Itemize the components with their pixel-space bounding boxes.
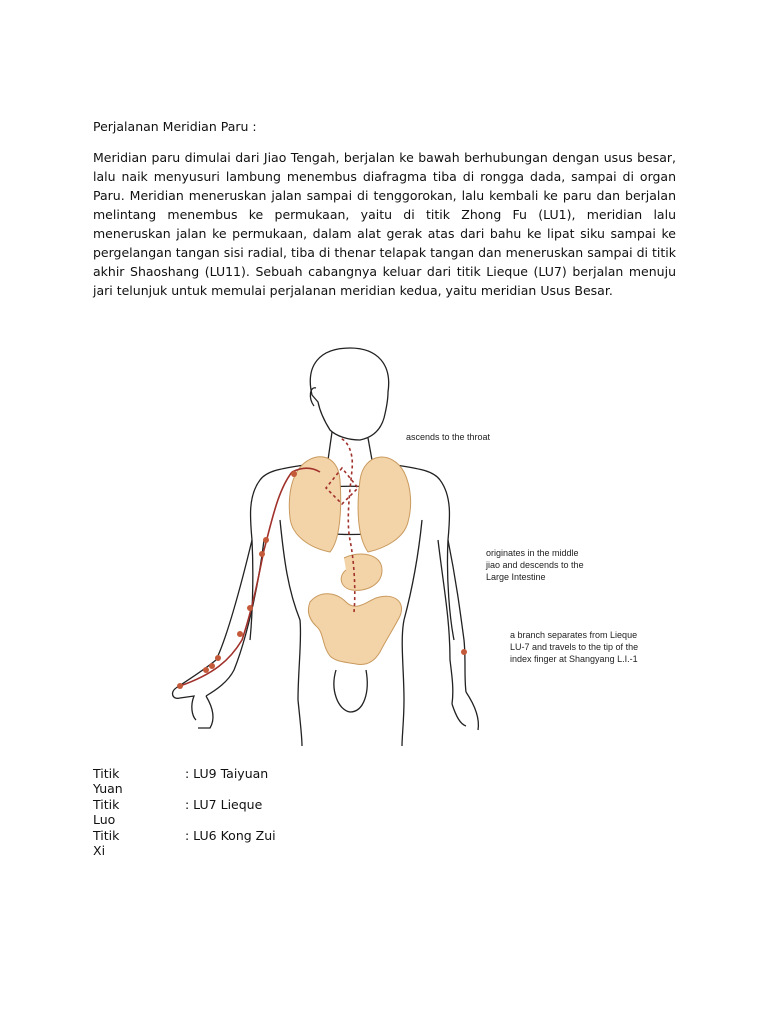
label-ascends-throat: ascends to the throat (406, 432, 491, 442)
body-diagram-svg (160, 340, 660, 750)
meridian-description-paragraph: Meridian paru dimulai dari Jiao Tengah, berjalan ke bawah berhubungan dengan usus besar, lalu naik menyusuri lambung menembus diafragma tiba di rongga dada, sampai di organ Paru. Meridian meneruskan jalan sampai di tenggorokan, lalu kembali ke paru dan berjalan melintang menembus ke permukaan, yaitu di titik Zhong Fu (LU1), meridian lalu meneruskan jalan ke permukaan, dalam alat gerak atas dari bahu ke lipat siku sampai ke pergelangan tangan sisi radial, tiba di thenar telapak tangan dan meneruskan sampai di titik akhir Shaoshang (LU11). Sebuah cabangnya keluar dari titik Lieque (LU7) berjalan menuju jari telunjuk untuk memulai perjalanan meridian kedua, yaitu meridian Usus Besar. (93, 150, 676, 298)
point-name: Titik Luo (93, 797, 120, 827)
label-branch-line-2: LU-7 and travels to the tip of the (510, 642, 639, 652)
label-origin-line-1: originates in the middle (486, 548, 579, 558)
point-value: : LU6 Kong Zui (185, 828, 276, 843)
label-origin-line-3: Large Intestine (486, 572, 546, 582)
label-branch-line-1: a branch separates from Lieque (510, 630, 638, 640)
label-branch-line-3: index finger at Shangyang L.I.-1 (510, 654, 638, 664)
label-origin-line-2: jiao and descends to the (486, 560, 584, 570)
point-value: : LU9 Taiyuan (185, 766, 269, 781)
point-name: Titik Xi (93, 828, 120, 858)
lung-meridian-illustration (160, 340, 660, 750)
point-name: Titik Yuan (93, 766, 123, 796)
point-value: : LU7 Lieque (185, 797, 263, 812)
section-heading: Perjalanan Meridian Paru : (93, 119, 257, 134)
